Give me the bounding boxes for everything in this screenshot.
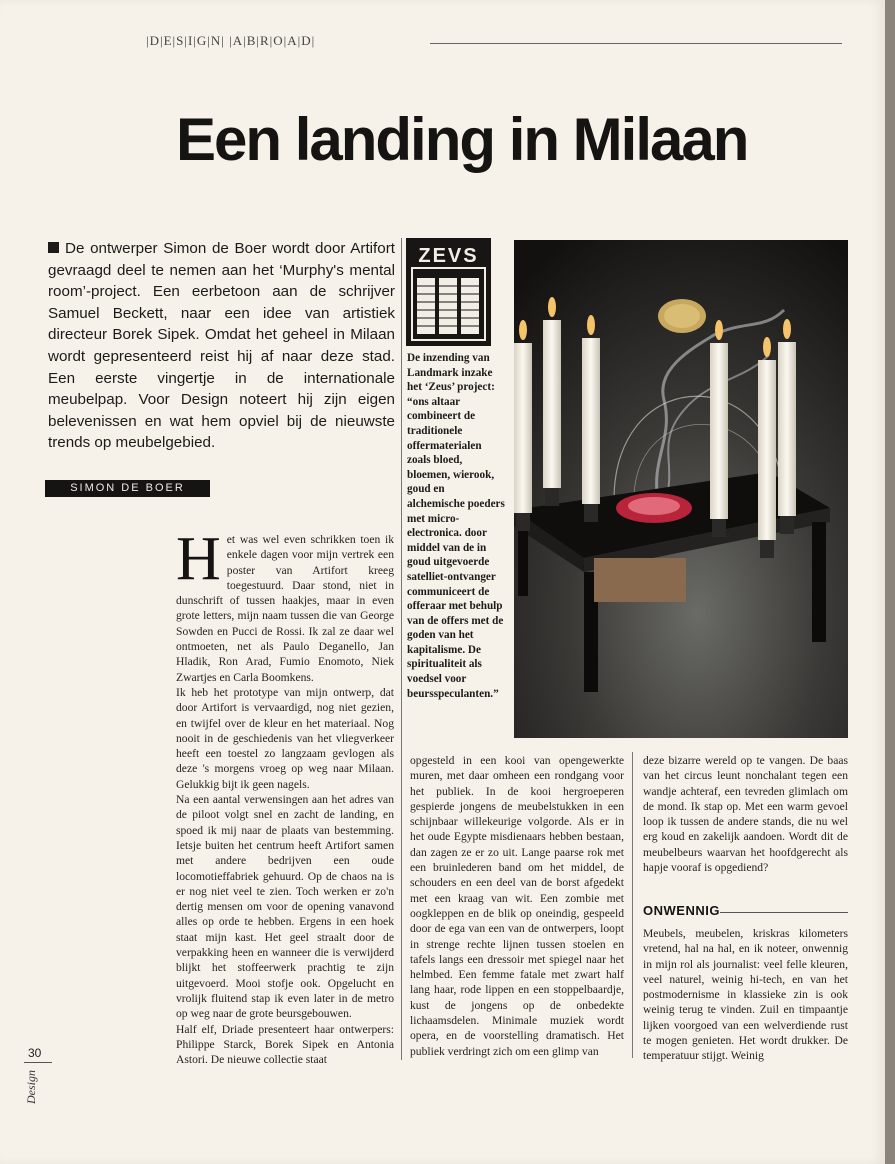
zeus-logo [406,238,491,346]
article-paragraph: opgesteld in een kooi van opengewerkte muren, met daar omheen een rondgang voor het publiek. In de kooi hergroeperen gespierde jongens de meubelstukken in een schijnbaar willekeurige volgorde. Als er in het oude Egypte misdienaars hebben bestaan, dan zagen ze er zo uit. Lange paarse rok met een bruinlederen band om het middel, de schouders en een deel van de borst afgedekt met een kraag van wit. Een zombie met oogkleppen en de blik op oneindig, gespeeld door de ega van een van de ontwerpers, loopt in strenge rechte lijnen tussen stoelen en tafels langs een dressoir met spiegel naar het helmbed. Een femme fatale met zwart half lang haar, rode lippen en een stoppelbaardje, kust de jongens op de onbedekte lichaamsdelen. Minimale muziek wordt opera, en de voorstelling dramatisch. Het publiek verdringt zich om een glimp van [410,754,624,1058]
article-column-3-continued [643,926,848,1064]
intro-paragraph [48,238,395,454]
column-rule [401,238,402,1060]
column-rule [632,752,633,1058]
altar-photo [514,240,848,738]
intro-text: De ontwerper Simon de Boer wordt door Artifort gevraagd deel te nemen aan het ‘Murphy's mental room’-project. Een eerbetoon aan de schrijver Samuel Beckett, naar een idee van artistiek directeur Borek Sipek. Omdat het geheel in Milaan wordt gepresenteerd reist hij af naar deze stad. Een eerste vingertje in de internationale meubelpap. Voor Design noteert hij zijn eigen belevenissen en wat hem opviel bij de nieuwste trends op meubelgebied. [48,240,395,452]
article-paragraph: Ik heb het prototype van mijn ontwerp, dat door Artifort is vervaardigd, nog niet gezien, en twijfel over de kleur en het materiaal. Nog nooit in de geschiedenis van het vliegverkeer heeft een toestel zo langzaam gevlogen als deze 's morgens vroeg op weg naar Milaan. Gelukkig bijt ik geen nagels. [176,685,394,791]
article-paragraph: Na een aantal verwensingen aan het adres van de piloot volgt snel en zacht de landing, en spoed ik mij naar de plaats van bestemming. Ietsje buiten het centrum heeft Artifort samen met andere bedrijven een oude locomotieffabriek gehuurd. Op de chaos na is er nog niet veel te zien. Toch werken er zo'n dertig mensen om voor de opening vanavond alles op orde te hebben. Ergens in een hoek staat mijn kast. Het geel straalt door de verpakking heen en wanneer die is verwijderd blijkt het stoffeerwerk prachtig te zijn uitgevoerd. Mooi stofje ook. Opgelucht en vrolijk fluitend stap ik even later in de metro op weg naar de grote beursgebouwen. [176,793,394,1021]
altar-photo-image [514,240,848,738]
subhead-rule [720,912,848,913]
kicker-rule [430,43,842,44]
drop-cap: H [176,525,221,593]
byline: SIMON DE BOER [45,480,210,497]
section-kicker: |D|E|S|I|G|N| |A|B|R|O|A|D| [146,33,316,48]
zeus-logo-graphic [406,238,491,346]
article-paragraph: Het was wel even schrikken toen ik enkele dagen voor mijn vertrek een poster van Artifort kreeg toegestuurd. Daar stond, niet in dunschrift of tussen haakjes, maar in even grote letters, mijn naam tussen die van George Sowden en Pucci de Rossi. Ik zal ze daar wel ontmoeten, net als Paulo Deganello, Jan Hladik, Ron Arad, Fumio Enomoto, Niek Zwartjes en Carla Boomkens. [176,525,394,684]
headline: Een landing in Milaan [176,106,748,173]
magazine-name: Design [24,1070,38,1104]
article-paragraph: Half elf, Driade presenteert haar ontwerpers: Philippe Starck, Borek Sipek en Antonia Astori. De nieuwe collectie staat [176,1022,394,1067]
article-paragraph: deze bizarre wereld op te vangen. De baas van het circus leunt nonchalant tegen een wandje achteraf, een tevreden glimlach om de mond. Ik stap op. Met een warm gevoel loop ik tussen de andere stands, die nu wel erg koud en zakelijk aandoen. Wordt dit de meubelbeurs waarvan het hoofdgerecht als hapje vooraf is opgediend? [643,754,848,875]
article-column-1 [176,525,394,1067]
page-number: 30 [28,1046,42,1060]
square-bullet-icon [48,242,59,253]
subhead: ONWENNIG [643,903,720,918]
page-edge [885,0,895,1164]
article-column-3 [643,753,848,875]
article-paragraph: Meubels, meubelen, kriskras kilometers vretend, hal na hal, en ik noteer, onwennig in mijn rol als journalist: veel felle kleuren, veel naturel, weinig hi-tech, en van het postmodernisme in klassieke zin is ook weinig terug te vinden. Zuil en timpaantje lijken voorgoed van een welverdiende rust te mogen genieten. Het wordt drukker. De temperatuur stijgt. Weinig [643,927,848,1063]
photo-caption: De inzending van Landmark inzake het ‘Zeus’ project: “ons altaar combineert de traditionele offermaterialen zoals bloed, bloemen, wierook, goud en alchemische poeders met micro-electronica. door middel van de in goud uitgevoerde satelliet-ontvanger communiceert de offeraar met behulp van de offers met de goden van het kapitalisme. De spiritualiteit als voedsel voor beursspeculanten.” [407,352,505,700]
article-column-2 [410,753,624,1059]
folio-rule [24,1062,52,1063]
logo-text: ZEVS [418,245,479,267]
